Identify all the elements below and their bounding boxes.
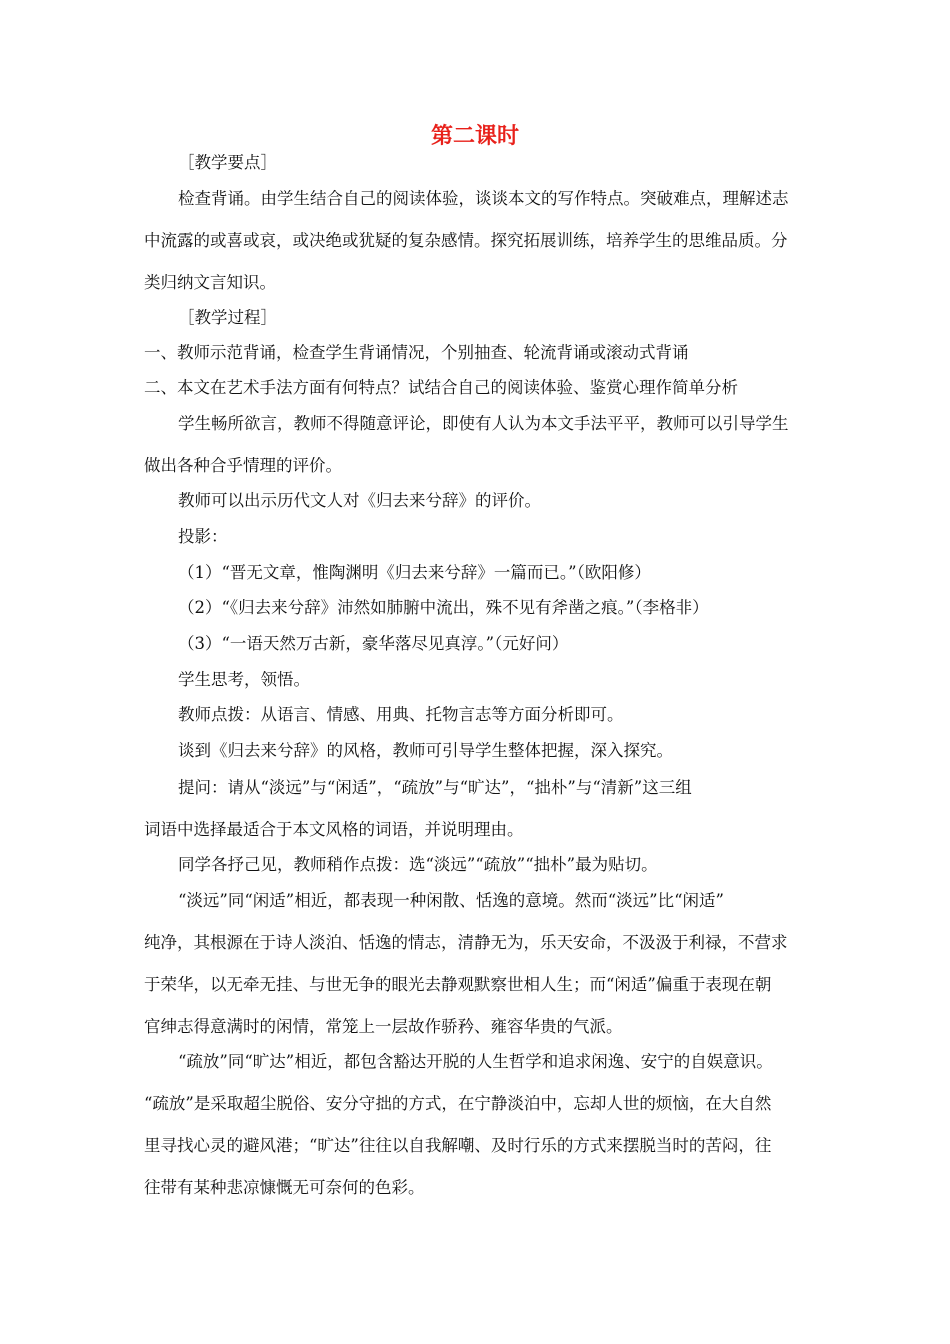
page-title: 第二课时: [430, 124, 519, 149]
paragraph-line: 提问：请从“淡远”与“闲适”，“疏放”与“旷达”，“拙朴”与“清新”这三组: [178, 778, 692, 797]
paragraph-line: 里寻找心灵的避风港；“旷达”往往以自我解嘲、及时行乐的方式来摆脱当时的苦闷，往: [144, 1136, 772, 1155]
paragraph-line: 教师可以出示历代文人对《归去来兮辞》的评价。: [178, 491, 541, 510]
paragraph-line: 学生思考，领悟。: [178, 670, 310, 689]
paragraph-line: 二、本文在艺术手法方面有何特点？试结合自己的阅读体验、鉴赏心理作简单分析: [144, 378, 738, 397]
paragraph-line: 词语中选择最适合于本文风格的词语，并说明理由。: [144, 820, 524, 839]
paragraph-line: 纯净，其根源在于诗人淡泊、恬逸的情志，清静无为，乐天安命，不汲汲于利禄，不营求: [144, 933, 788, 952]
paragraph-line: 教师点拨：从语言、情感、用典、托物言志等方面分析即可。: [178, 705, 624, 724]
paragraph-line: 类归纳文言知识。: [144, 273, 276, 292]
paragraph-line: 官绅志得意满时的闲情，常笼上一层故作骄矜、雍容华贵的气派。: [144, 1017, 623, 1036]
paragraph-line: “淡远”同“闲适”相近，都表现一种闲散、恬逸的意境。然而“淡远”比“闲适”: [178, 891, 724, 910]
paragraph-line: 中流露的或喜或哀，或决绝或犹疑的复杂感情。探究拓展训练，培养学生的思维品质。分: [144, 231, 788, 250]
paragraph-line: 同学各抒己见，教师稍作点拨：选“淡远”“疏放”“拙朴”最为贴切。: [178, 855, 658, 874]
quote-line: （1）“晋无文章，惟陶渊明《归去来兮辞》一篇而已。”（欧阳修）: [178, 563, 651, 582]
paragraph-line: 投影：: [178, 527, 228, 546]
quote-line: （2）“《归去来兮辞》沛然如肺腑中流出，殊不见有斧凿之痕。”（李格非）: [178, 598, 709, 617]
paragraph-line: “疏放”同“旷达”相近，都包含豁达开脱的人生哲学和追求闲逸、安宁的自娱意识。: [178, 1052, 773, 1071]
section-heading-process: ［教学过程］: [178, 308, 277, 327]
quote-line: （3）“一语天然万古新，豪华落尽见真淳。”（元好问）: [178, 634, 569, 653]
paragraph-line: 往带有某种悲凉慷慨无可奈何的色彩。: [144, 1178, 425, 1197]
paragraph-line: 学生畅所欲言，教师不得随意评论，即使有人认为本文手法平平，教师可以引导学生: [178, 414, 789, 433]
paragraph-line: 谈到《归去来兮辞》的风格，教师可引导学生整体把握，深入探究。: [178, 741, 673, 760]
paragraph-line: “疏放”是采取超尘脱俗、安分守拙的方式，在宁静淡泊中，忘却人世的烦恼，在大自然: [144, 1094, 772, 1113]
paragraph-line: 检查背诵。由学生结合自己的阅读体验，谈谈本文的写作特点。突破难点，理解述志: [178, 189, 789, 208]
paragraph-line: 做出各种合乎情理的评价。: [144, 456, 342, 475]
paragraph-line: 于荣华，以无牵无挂、与世无争的眼光去静观默察世相人生；而“闲适”偏重于表现在朝: [144, 975, 772, 994]
paragraph-line: 一、教师示范背诵，检查学生背诵情况，个别抽查、轮流背诵或滚动式背诵: [144, 343, 689, 362]
section-heading-key-points: ［教学要点］: [178, 153, 277, 172]
